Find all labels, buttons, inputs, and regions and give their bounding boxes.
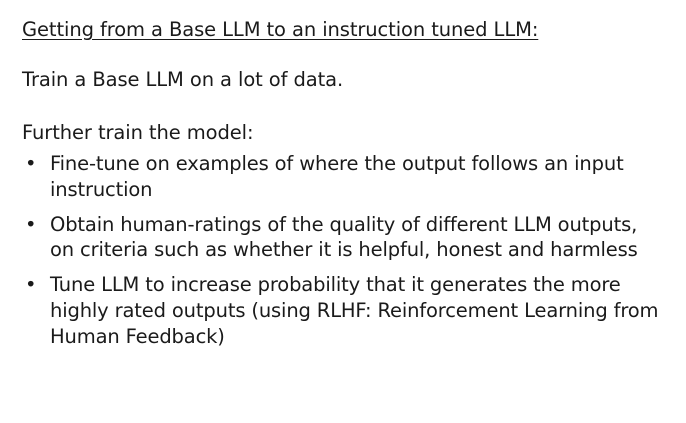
bullet-marker-icon: •: [25, 152, 37, 176]
list-item: [22, 272, 664, 349]
list-item: [22, 212, 664, 263]
list-item-text: Obtain human-ratings of the quality of different LLM outputs, on criteria such as whether it is helpful, honest and harmless: [50, 212, 638, 262]
intro-paragraph: Train a Base LLM on a lot of data.: [22, 68, 344, 92]
section-subhead: Further train the model:: [22, 120, 254, 144]
bullet-marker-icon: •: [25, 212, 37, 236]
slide-title: Getting from a Base LLM to an instruction tuned LLM:: [22, 18, 539, 41]
list-item-text: Fine-tune on examples of where the output follows an input instruction: [50, 152, 624, 201]
list-item: [22, 151, 664, 202]
bullet-list: [22, 151, 664, 349]
bullet-marker-icon: •: [25, 273, 37, 297]
list-item-text: Tune LLM to increase probability that it generates the more highly rated outputs (using RLHF: Reinforcement Learning from Human Feedback): [50, 273, 659, 348]
